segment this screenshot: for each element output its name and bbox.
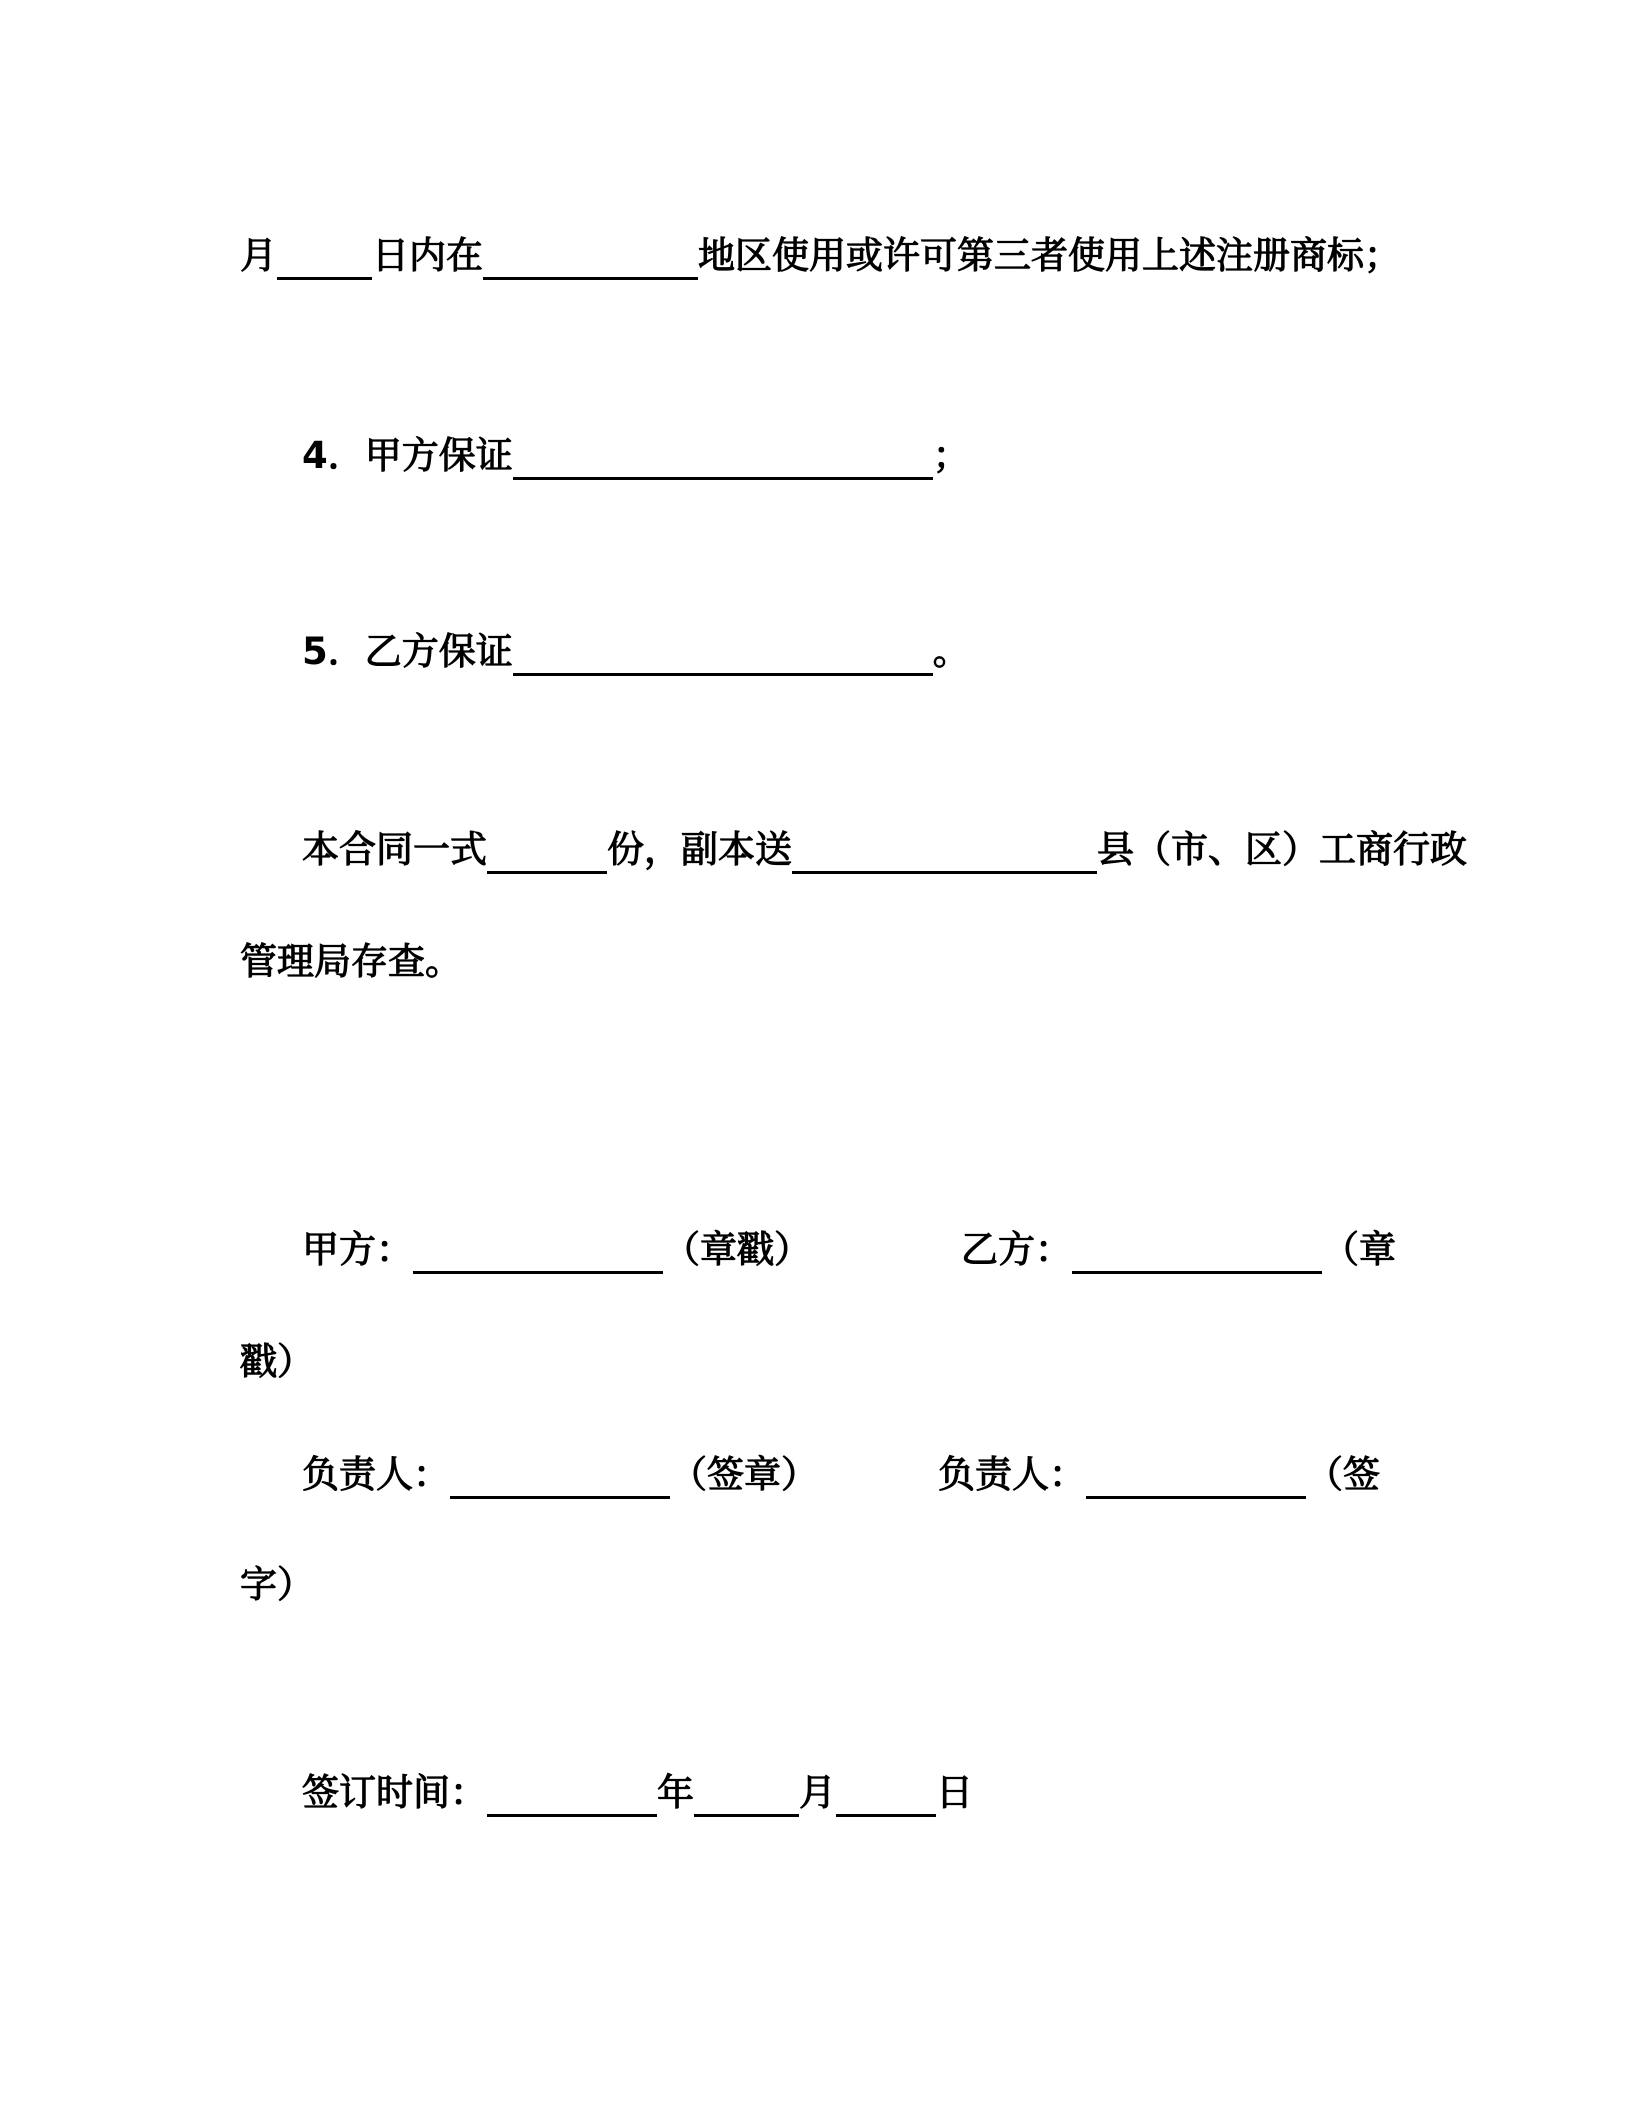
fill-blank-year: [487, 1814, 657, 1817]
rep-a-label: 负责人：: [302, 1453, 450, 1496]
clause-4: [302, 433, 970, 480]
rep-b-sign-label-part: （签: [1306, 1453, 1380, 1496]
fill-blank-party-a-guarantee: [513, 477, 933, 480]
month-label: 月: [799, 1771, 836, 1814]
party-a-label: 甲方：: [302, 1228, 413, 1271]
fill-blank-copies-count: [487, 871, 607, 874]
party-b-seal-label-part: （章: [1322, 1228, 1396, 1271]
signature-row: [302, 1227, 1396, 1274]
fill-blank-rep-b-name: [1086, 1496, 1306, 1499]
rep-b-label: 负责人：: [938, 1453, 1086, 1496]
representative-row: [302, 1452, 1380, 1499]
continuation-text-month: 月: [240, 234, 277, 277]
continuation-line: [240, 233, 1401, 280]
signing-date-row: [302, 1770, 973, 1817]
clause-5-label: 5．乙方保证: [302, 630, 513, 673]
fill-blank-day: [277, 277, 372, 280]
copies-clause-continuation: [240, 939, 462, 985]
fill-blank-party-a-name: [413, 1271, 663, 1274]
year-label: 年: [657, 1771, 694, 1814]
fill-blank-rep-a-name: [450, 1496, 670, 1499]
representative-row-wrap: [240, 1562, 314, 1608]
copies-cont-text: 管理局存查。: [240, 940, 462, 983]
clause-4-label: 4．甲方保证: [302, 434, 513, 477]
clause-4-end: ；: [932, 434, 970, 477]
continuation-text-within: 日内在: [372, 234, 483, 277]
copies-text-1: 本合同一式: [302, 828, 487, 871]
fill-blank-bureau-name: [792, 871, 1097, 874]
copies-clause: [302, 827, 1467, 874]
fill-blank-party-b-guarantee: [513, 673, 933, 676]
copies-text-3: 县（市、区）工商行政: [1097, 828, 1467, 871]
fill-blank-day-sign: [836, 1814, 936, 1817]
continuation-text-use: 地区使用或许可第三者使用上述注册商标；: [698, 234, 1401, 277]
clause-5-end: 。: [932, 630, 970, 673]
day-label: 日: [936, 1771, 973, 1814]
rep-a-sign-label: （签章）: [670, 1453, 818, 1496]
fill-blank-region: [483, 277, 698, 280]
clause-5: [302, 629, 970, 676]
signing-date-label: 签订时间：: [302, 1771, 487, 1814]
fill-blank-month: [694, 1814, 799, 1817]
party-b-seal-label-cont: 戳）: [240, 1340, 314, 1383]
party-b-label: 乙方：: [961, 1228, 1072, 1271]
signature-row-wrap: [240, 1339, 314, 1385]
party-a-seal-label: （章戳）: [663, 1228, 811, 1271]
rep-b-sign-label-cont: 字）: [240, 1563, 314, 1606]
copies-text-2: 份，副本送: [607, 828, 792, 871]
fill-blank-party-b-name: [1072, 1271, 1322, 1274]
